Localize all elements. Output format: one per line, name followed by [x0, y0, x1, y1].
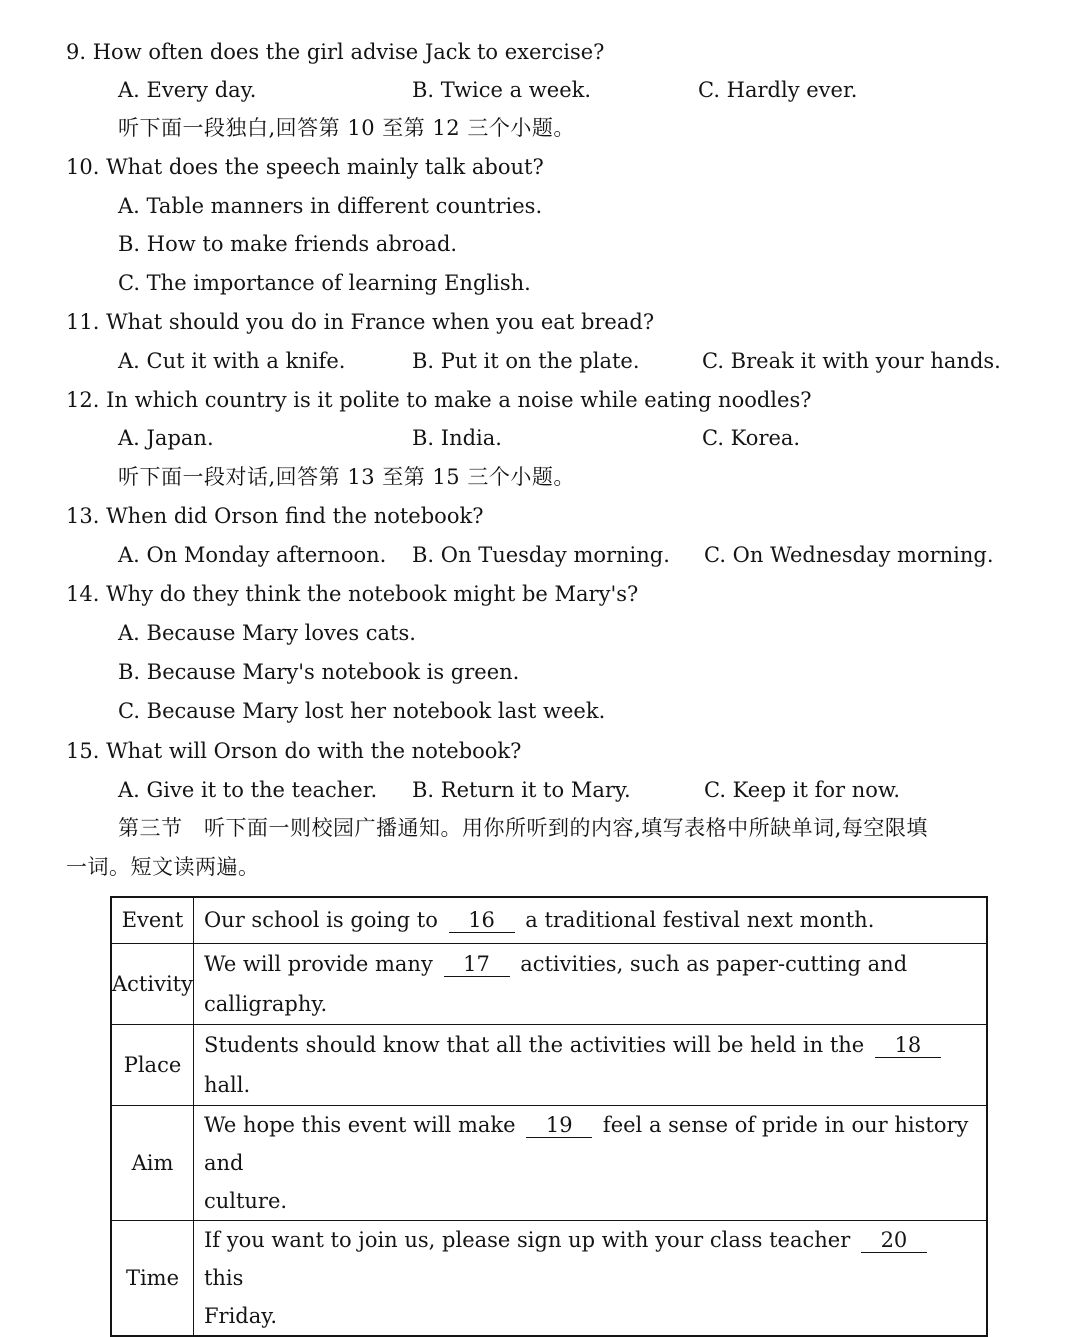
option-12a: A. Japan. [118, 426, 214, 450]
question-text: What should you do in France when you eat bread? [106, 310, 655, 334]
option-15c: C. Keep it for now. [704, 778, 901, 802]
table-row [111, 1024, 987, 1105]
option-10b: B. How to make friends abroad. [118, 232, 458, 256]
row-content [193, 1220, 987, 1336]
question-number: 11. [66, 310, 100, 334]
text-before: If you want to join us, please sign up with your class teacher [203, 1227, 851, 1252]
option-11c: C. Break it with your hands. [702, 349, 1001, 373]
option-11b: B. Put it on the plate. [412, 349, 640, 373]
text-after: this [203, 1265, 244, 1290]
question-number: 12. [66, 388, 100, 412]
option-15b: B. Return it to Mary. [412, 778, 631, 802]
row-label: Time [111, 1220, 193, 1336]
question-14 [66, 584, 638, 605]
section3-instruction-line2: 一词。短文读两遍。 [66, 855, 260, 879]
option-9a: A. Every day. [118, 78, 257, 102]
option-10c: C. The importance of learning English. [118, 271, 531, 295]
option-9b: B. Twice a week. [412, 78, 592, 102]
blank-19[interactable]: 19 [526, 1113, 592, 1138]
row-content [193, 943, 987, 1024]
option-11a: A. Cut it with a knife. [118, 349, 346, 373]
text-before: Our school is going to [203, 908, 438, 933]
question-number: 9. [66, 40, 87, 64]
text-before: We will provide many [203, 951, 433, 976]
question-text: When did Orson find the notebook? [106, 504, 484, 528]
section3-instruction-line1: 第三节 听下面一则校园广播通知。用你所听到的内容,填写表格中所缺单词,每空限填 [118, 816, 928, 840]
question-12 [66, 390, 812, 411]
blank-17[interactable]: 17 [444, 952, 510, 977]
text-after: activities, such as paper-cutting and calligraphy. [203, 951, 908, 1016]
question-text: What will Orson do with the notebook? [106, 739, 522, 763]
option-13b: B. On Tuesday morning. [412, 543, 670, 567]
row-label: Place [111, 1024, 193, 1105]
blank-20[interactable]: 20 [861, 1228, 927, 1253]
table-row [111, 1220, 987, 1336]
fill-in-table [110, 896, 988, 1337]
table-row [111, 897, 987, 943]
question-11 [66, 312, 654, 333]
row-label: Aim [111, 1105, 193, 1220]
blank-18[interactable]: 18 [875, 1033, 941, 1058]
question-13 [66, 506, 483, 527]
text-continuation: Friday. [203, 1303, 278, 1328]
row-label: Activity [111, 943, 193, 1024]
question-number: 13. [66, 504, 100, 528]
row-content [193, 897, 987, 943]
question-number: 14. [66, 582, 100, 606]
question-text: Why do they think the notebook might be Mary's? [106, 582, 639, 606]
option-9c: C. Hardly ever. [698, 78, 858, 102]
text-after: a traditional festival next month. [525, 908, 875, 933]
question-15 [66, 741, 521, 762]
text-continuation: culture. [203, 1188, 288, 1213]
table-row [111, 1105, 987, 1220]
question-number: 15. [66, 739, 100, 763]
option-13c: C. On Wednesday morning. [704, 543, 994, 567]
row-content [193, 1105, 987, 1220]
question-text: How often does the girl advise Jack to exercise? [92, 40, 605, 64]
option-15a: A. Give it to the teacher. [118, 778, 378, 802]
option-14a: A. Because Mary loves cats. [118, 621, 416, 645]
instruction-monologue: 听下面一段独白,回答第 10 至第 12 三个小题。 [118, 116, 575, 140]
instruction-dialogue: 听下面一段对话,回答第 13 至第 15 三个小题。 [118, 465, 575, 489]
question-number: 10. [66, 155, 100, 179]
blank-16[interactable]: 16 [449, 908, 515, 933]
option-12b: B. India. [412, 426, 502, 450]
question-text: What does the speech mainly talk about? [106, 155, 544, 179]
option-10a: A. Table manners in different countries. [118, 194, 543, 218]
row-label: Event [111, 897, 193, 943]
option-14b: B. Because Mary's notebook is green. [118, 660, 520, 684]
row-content [193, 1024, 987, 1105]
text-before: We hope this event will make [203, 1112, 516, 1137]
option-14c: C. Because Mary lost her notebook last week. [118, 699, 606, 723]
text-after: hall. [203, 1072, 251, 1097]
option-13a: A. On Monday afternoon. [118, 543, 387, 567]
table-row [111, 943, 987, 1024]
question-10 [66, 157, 544, 178]
text-after: feel a sense of pride in our history and [203, 1112, 969, 1175]
question-text: In which country is it polite to make a noise while eating noodles? [106, 388, 812, 412]
text-before: Students should know that all the activities will be held in the [203, 1032, 865, 1057]
option-12c: C. Korea. [702, 426, 801, 450]
question-9 [66, 42, 604, 63]
